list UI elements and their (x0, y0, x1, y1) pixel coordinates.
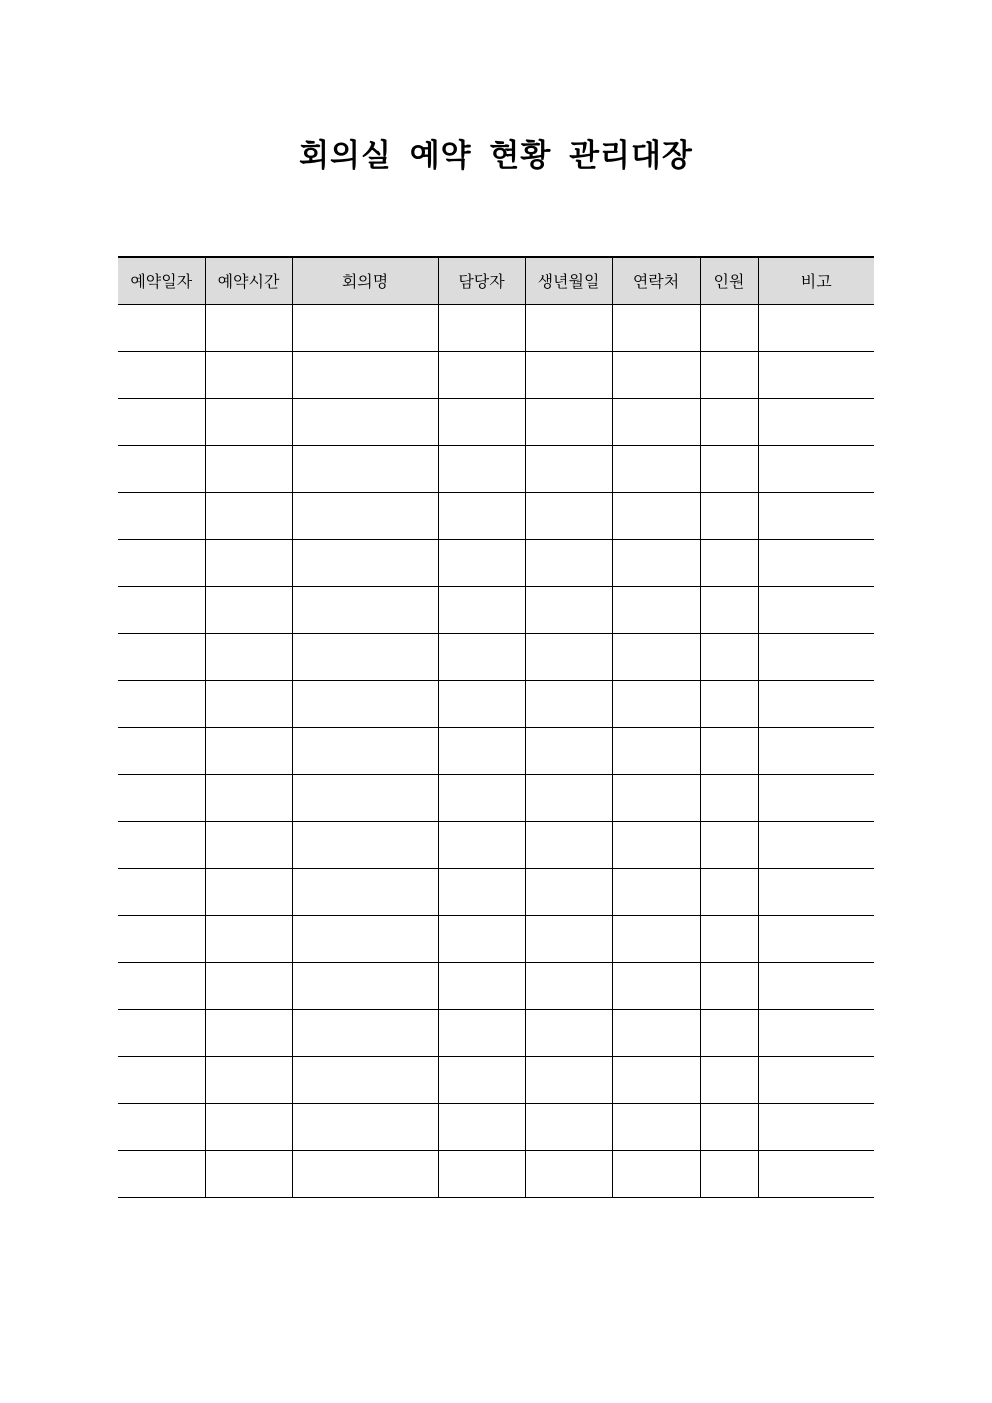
person-in-charge-cell[interactable] (438, 962, 525, 1009)
attendees-cell[interactable] (700, 586, 758, 633)
remarks-cell[interactable] (758, 586, 874, 633)
contact-cell[interactable] (612, 351, 700, 398)
meeting-name-cell[interactable] (292, 539, 438, 586)
attendees-cell[interactable] (700, 821, 758, 868)
reservation-date-cell[interactable] (118, 821, 205, 868)
birth-date-cell[interactable] (525, 915, 612, 962)
reservation-date-cell[interactable] (118, 680, 205, 727)
reservation-time-cell[interactable] (205, 915, 292, 962)
contact-cell[interactable] (612, 539, 700, 586)
birth-date-cell[interactable] (525, 680, 612, 727)
reservation-time-cell[interactable] (205, 821, 292, 868)
birth-date-cell[interactable] (525, 962, 612, 1009)
remarks-cell[interactable] (758, 539, 874, 586)
attendees-cell[interactable] (700, 539, 758, 586)
meeting-name-cell[interactable] (292, 868, 438, 915)
remarks-cell[interactable] (758, 1150, 874, 1197)
attendees-cell[interactable] (700, 445, 758, 492)
remarks-cell[interactable] (758, 915, 874, 962)
reservation-time-cell[interactable] (205, 1103, 292, 1150)
contact-cell[interactable] (612, 1056, 700, 1103)
header-reservation-date: 예약일자 (118, 257, 205, 304)
contact-cell[interactable] (612, 774, 700, 821)
meeting-name-cell[interactable] (292, 915, 438, 962)
reservation-date-cell[interactable] (118, 1103, 205, 1150)
remarks-cell[interactable] (758, 680, 874, 727)
contact-cell[interactable] (612, 633, 700, 680)
remarks-cell[interactable] (758, 1056, 874, 1103)
table-row (118, 1103, 874, 1150)
table-row (118, 304, 874, 351)
birth-date-cell[interactable] (525, 539, 612, 586)
reservation-time-cell[interactable] (205, 1009, 292, 1056)
remarks-cell[interactable] (758, 821, 874, 868)
contact-cell[interactable] (612, 586, 700, 633)
person-in-charge-cell[interactable] (438, 868, 525, 915)
meeting-name-cell[interactable] (292, 445, 438, 492)
contact-cell[interactable] (612, 868, 700, 915)
meeting-name-cell[interactable] (292, 633, 438, 680)
table-row (118, 633, 874, 680)
remarks-cell[interactable] (758, 1103, 874, 1150)
reservation-time-cell[interactable] (205, 304, 292, 351)
reservation-date-cell[interactable] (118, 1009, 205, 1056)
reservation-date-cell[interactable] (118, 492, 205, 539)
remarks-cell[interactable] (758, 1009, 874, 1056)
contact-cell[interactable] (612, 962, 700, 1009)
reservation-time-cell[interactable] (205, 586, 292, 633)
table-body (118, 304, 874, 1197)
attendees-cell[interactable] (700, 633, 758, 680)
reservation-date-cell[interactable] (118, 1150, 205, 1197)
person-in-charge-cell[interactable] (438, 915, 525, 962)
person-in-charge-cell[interactable] (438, 821, 525, 868)
attendees-cell[interactable] (700, 727, 758, 774)
remarks-cell[interactable] (758, 398, 874, 445)
contact-cell[interactable] (612, 680, 700, 727)
contact-cell[interactable] (612, 821, 700, 868)
reservation-date-cell[interactable] (118, 445, 205, 492)
reservation-time-cell[interactable] (205, 774, 292, 821)
table-row (118, 539, 874, 586)
table-row (118, 680, 874, 727)
person-in-charge-cell[interactable] (438, 1150, 525, 1197)
meeting-name-cell[interactable] (292, 398, 438, 445)
birth-date-cell[interactable] (525, 727, 612, 774)
birth-date-cell[interactable] (525, 1150, 612, 1197)
reservation-time-cell[interactable] (205, 1150, 292, 1197)
person-in-charge-cell[interactable] (438, 304, 525, 351)
header-birth-date: 생년월일 (525, 257, 612, 304)
contact-cell[interactable] (612, 727, 700, 774)
contact-cell[interactable] (612, 1009, 700, 1056)
remarks-cell[interactable] (758, 868, 874, 915)
table-row (118, 351, 874, 398)
person-in-charge-cell[interactable] (438, 492, 525, 539)
person-in-charge-cell[interactable] (438, 445, 525, 492)
reservation-time-cell[interactable] (205, 398, 292, 445)
attendees-cell[interactable] (700, 1150, 758, 1197)
reservation-date-cell[interactable] (118, 304, 205, 351)
attendees-cell[interactable] (700, 1056, 758, 1103)
reservation-date-cell[interactable] (118, 398, 205, 445)
person-in-charge-cell[interactable] (438, 1056, 525, 1103)
attendees-cell[interactable] (700, 304, 758, 351)
table-row (118, 774, 874, 821)
header-person-in-charge: 담당자 (438, 257, 525, 304)
page-title: 회의실 예약 현황 관리대장 (299, 138, 693, 174)
person-in-charge-cell[interactable] (438, 539, 525, 586)
person-in-charge-cell[interactable] (438, 1103, 525, 1150)
reservation-date-cell[interactable] (118, 727, 205, 774)
person-in-charge-cell[interactable] (438, 633, 525, 680)
contact-cell[interactable] (612, 1150, 700, 1197)
remarks-cell[interactable] (758, 445, 874, 492)
attendees-cell[interactable] (700, 492, 758, 539)
header-remarks: 비고 (758, 257, 874, 304)
reservation-time-cell[interactable] (205, 633, 292, 680)
table-row (118, 492, 874, 539)
reservation-ledger-table (118, 256, 874, 1198)
reservation-time-cell[interactable] (205, 962, 292, 1009)
meeting-name-cell[interactable] (292, 492, 438, 539)
meeting-name-cell[interactable] (292, 727, 438, 774)
birth-date-cell[interactable] (525, 445, 612, 492)
meeting-name-cell[interactable] (292, 1009, 438, 1056)
contact-cell[interactable] (612, 445, 700, 492)
meeting-name-cell[interactable] (292, 962, 438, 1009)
header-meeting-name: 회의명 (292, 257, 438, 304)
meeting-name-cell[interactable] (292, 586, 438, 633)
remarks-cell[interactable] (758, 774, 874, 821)
reservation-time-cell[interactable] (205, 351, 292, 398)
attendees-cell[interactable] (700, 398, 758, 445)
remarks-cell[interactable] (758, 962, 874, 1009)
attendees-cell[interactable] (700, 351, 758, 398)
birth-date-cell[interactable] (525, 586, 612, 633)
table-row (118, 445, 874, 492)
meeting-name-cell[interactable] (292, 1056, 438, 1103)
birth-date-cell[interactable] (525, 492, 612, 539)
reservation-time-cell[interactable] (205, 492, 292, 539)
remarks-cell[interactable] (758, 351, 874, 398)
person-in-charge-cell[interactable] (438, 398, 525, 445)
reservation-date-cell[interactable] (118, 351, 205, 398)
contact-cell[interactable] (612, 492, 700, 539)
reservation-time-cell[interactable] (205, 868, 292, 915)
contact-cell[interactable] (612, 1103, 700, 1150)
birth-date-cell[interactable] (525, 398, 612, 445)
reservation-date-cell[interactable] (118, 868, 205, 915)
reservation-date-cell[interactable] (118, 633, 205, 680)
meeting-name-cell[interactable] (292, 304, 438, 351)
table-row (118, 915, 874, 962)
reservation-time-cell[interactable] (205, 539, 292, 586)
table-row (118, 727, 874, 774)
remarks-cell[interactable] (758, 633, 874, 680)
person-in-charge-cell[interactable] (438, 727, 525, 774)
remarks-cell[interactable] (758, 727, 874, 774)
table-header-row (118, 257, 874, 304)
contact-cell[interactable] (612, 398, 700, 445)
attendees-cell[interactable] (700, 868, 758, 915)
reservation-date-cell[interactable] (118, 586, 205, 633)
reservation-time-cell[interactable] (205, 1056, 292, 1103)
meeting-name-cell[interactable] (292, 680, 438, 727)
attendees-cell[interactable] (700, 774, 758, 821)
reservation-time-cell[interactable] (205, 680, 292, 727)
header-reservation-time: 예약시간 (205, 257, 292, 304)
reservation-date-cell[interactable] (118, 1056, 205, 1103)
birth-date-cell[interactable] (525, 1009, 612, 1056)
reservation-date-cell[interactable] (118, 915, 205, 962)
table-row (118, 1009, 874, 1056)
birth-date-cell[interactable] (525, 351, 612, 398)
contact-cell[interactable] (612, 915, 700, 962)
header-attendees: 인원 (700, 257, 758, 304)
person-in-charge-cell[interactable] (438, 774, 525, 821)
birth-date-cell[interactable] (525, 774, 612, 821)
birth-date-cell[interactable] (525, 1103, 612, 1150)
birth-date-cell[interactable] (525, 1056, 612, 1103)
meeting-name-cell[interactable] (292, 821, 438, 868)
table-row (118, 821, 874, 868)
attendees-cell[interactable] (700, 1103, 758, 1150)
person-in-charge-cell[interactable] (438, 586, 525, 633)
reservation-time-cell[interactable] (205, 727, 292, 774)
meeting-name-cell[interactable] (292, 351, 438, 398)
table-row (118, 586, 874, 633)
contact-cell[interactable] (612, 304, 700, 351)
person-in-charge-cell[interactable] (438, 680, 525, 727)
birth-date-cell[interactable] (525, 304, 612, 351)
reservation-time-cell[interactable] (205, 445, 292, 492)
remarks-cell[interactable] (758, 304, 874, 351)
reservation-date-cell[interactable] (118, 774, 205, 821)
person-in-charge-cell[interactable] (438, 1009, 525, 1056)
table-row (118, 1150, 874, 1197)
remarks-cell[interactable] (758, 492, 874, 539)
attendees-cell[interactable] (700, 962, 758, 1009)
birth-date-cell[interactable] (525, 633, 612, 680)
meeting-name-cell[interactable] (292, 774, 438, 821)
birth-date-cell[interactable] (525, 868, 612, 915)
attendees-cell[interactable] (700, 680, 758, 727)
reservation-date-cell[interactable] (118, 962, 205, 1009)
table-row (118, 962, 874, 1009)
attendees-cell[interactable] (700, 1009, 758, 1056)
table-row (118, 1056, 874, 1103)
table-row (118, 868, 874, 915)
birth-date-cell[interactable] (525, 821, 612, 868)
meeting-name-cell[interactable] (292, 1150, 438, 1197)
reservation-date-cell[interactable] (118, 539, 205, 586)
header-contact: 연락처 (612, 257, 700, 304)
meeting-name-cell[interactable] (292, 1103, 438, 1150)
attendees-cell[interactable] (700, 915, 758, 962)
person-in-charge-cell[interactable] (438, 351, 525, 398)
table-row (118, 398, 874, 445)
